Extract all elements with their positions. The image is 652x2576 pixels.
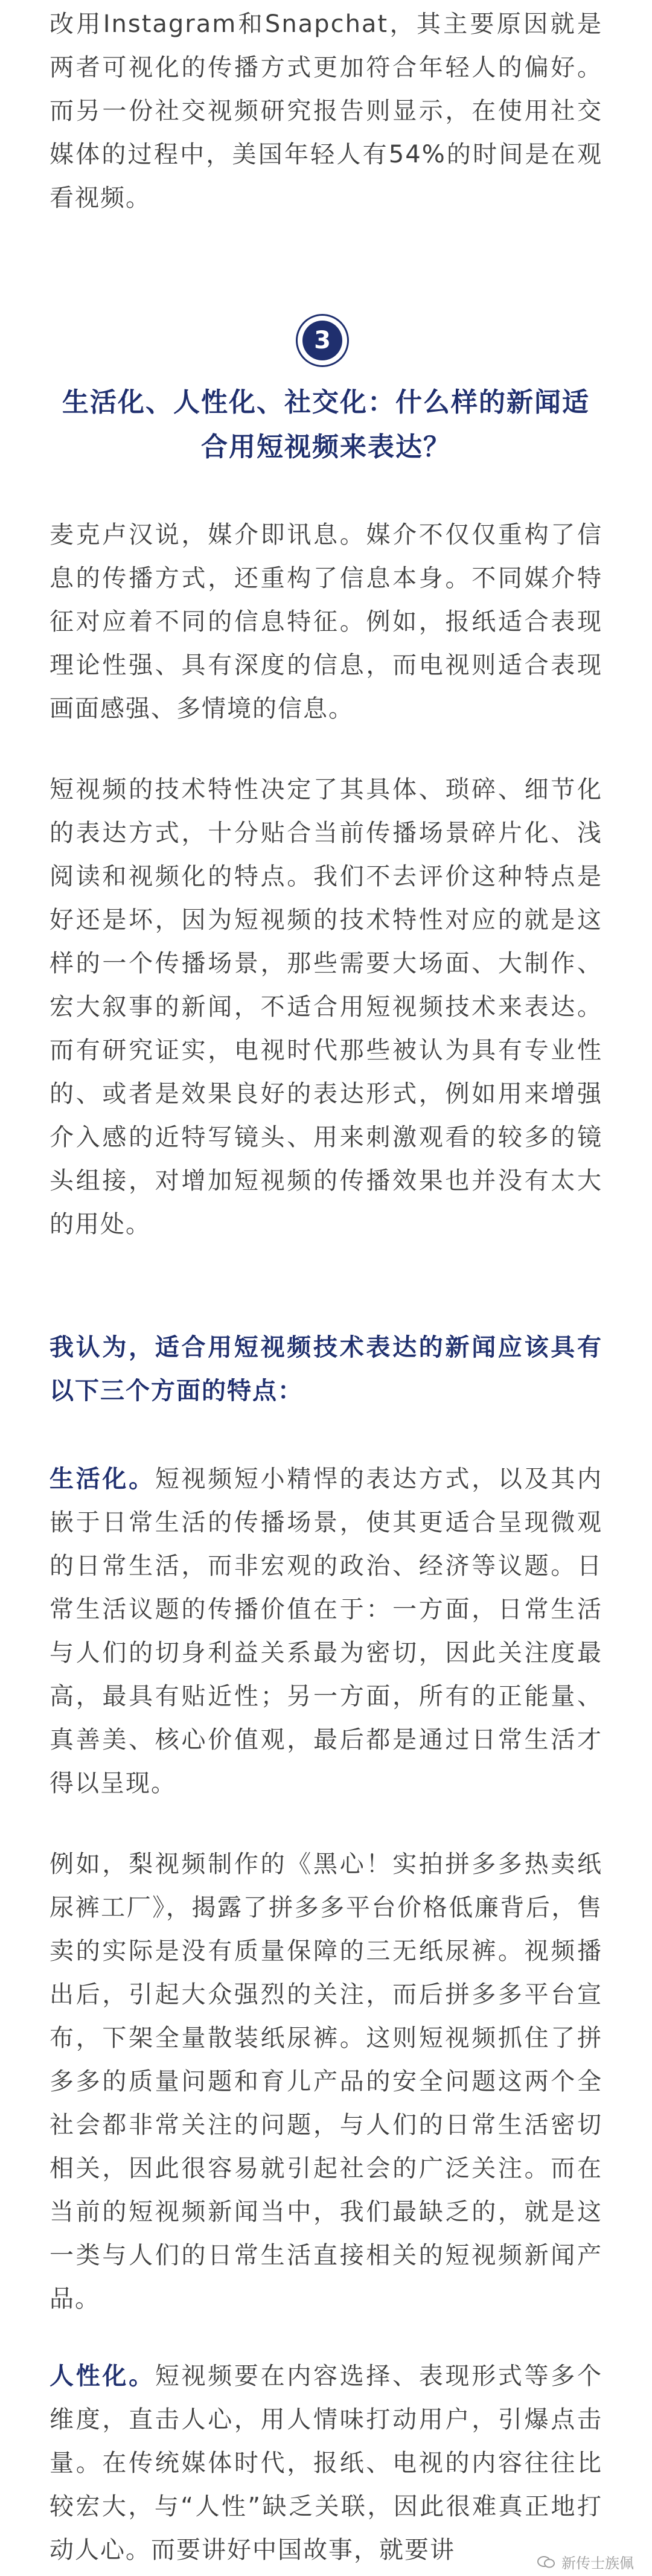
paragraph-humanized bbox=[50, 2354, 602, 2572]
paragraph-body: 短视频短小精悍的表达方式，以及其内嵌于日常生活的传播场景，使其更适合呈现微观的日常生活，而非宏观的政治、经济等议题。日常生活议题的传播价值在于：一方面，日常生活与人们的切身利益关系最为密切，因此关注度最高，最具有贴近性；另一方面，所有的正能量、真善美、核心价值观，最后都是通过日常生活才得以呈现。 bbox=[50, 1465, 603, 1797]
paragraph-text bbox=[50, 1457, 602, 1805]
section-number-badge bbox=[296, 314, 349, 367]
section-number: 3 bbox=[302, 321, 342, 360]
paragraph-text: 例如，梨视频制作的《黑心！实拍拼多多热卖纸尿裤工厂》，揭露了拼多多平台价格低廉背后，售卖的实际是没有质量保障的三无纸尿裤。视频播出后，引起大众强烈的关注，而后拼多多平台宣布，下架全量散装纸尿裤。这则短视频抓住了拼多多的质量问题和育儿产品的安全问题这两个全社会都非常关注的问题，与人们的日常生活密切相关，因此很容易就引起社会的广泛关注。而在当前的短视频新闻当中，我们最缺乏的，就是这一类与人们的日常生活直接相关的短视频新闻产品。 bbox=[50, 1850, 602, 2313]
feature-label-humanized: 人性化。 bbox=[50, 2362, 155, 2390]
watermark-text: 新传士族佩 bbox=[561, 2555, 634, 2572]
wechat-icon bbox=[537, 2555, 555, 2569]
paragraph-media-is-message bbox=[50, 513, 602, 730]
paragraph-technical-features bbox=[50, 768, 602, 1246]
feature-label-daily-life: 生活化。 bbox=[50, 1465, 155, 1493]
paragraph-text bbox=[50, 2354, 602, 2572]
intro-text: 改用Instagram和Snapchat，其主要原因就是两者可视化的传播方式更加符合年轻人的偏好。而另一份社交视频研究报告则显示，在使用社交媒体的过程中，美国年轻人有54%的时间是在观看视频。 bbox=[50, 10, 602, 212]
paragraph-three-features-intro bbox=[50, 1326, 602, 1413]
paragraph-text: 短视频的技术特性决定了其具体、琐碎、细节化的表达方式，十分贴合当前传播场景碎片化、浅阅读和视频化的特点。我们不去评价这种特点是好还是坏，因为短视频的技术特性对应的就是这样的一个传播场景，那些需要大场面、大制作、宏大叙事的新闻，不适合用短视频技术来表达。而有研究证实，电视时代那些被认为具有专业性的、或者是效果良好的表达形式，例如用来增强介入感的近特写镜头、用来刺激观看的较多的镜头组接，对增加短视频的传播效果也并没有太大的用处。 bbox=[50, 776, 602, 1238]
paragraph-example-pinduoduo bbox=[50, 1843, 602, 2321]
paragraph-daily-life bbox=[50, 1457, 602, 1805]
intro-paragraph bbox=[50, 2, 602, 220]
paragraph-text: 我认为，适合用短视频技术表达的新闻应该具有以下三个方面的特点： bbox=[50, 1334, 602, 1405]
paragraph-body: 短视频要在内容选择、表现形式等多个维度，直击人心，用人情味打动用户，引爆点击量。在传统媒体时代，报纸、电视的内容往往比较宏大，与“人性”缺乏关联，因此很难真正地打动人心。而要讲好中国故事，就要讲 bbox=[50, 2362, 603, 2564]
watermark bbox=[537, 2551, 634, 2572]
section-title: 生活化、人性化、社交化：什么样的新闻适合用短视频来表达？ bbox=[62, 387, 590, 462]
paragraph-text: 麦克卢汉说，媒介即讯息。媒介不仅仅重构了信息的传播方式，还重构了信息本身。不同媒介特征对应着不同的信息特征。例如，报纸适合表现理论性强、具有深度的信息，而电视则适合表现画面感强、多情境的信息。 bbox=[50, 521, 602, 723]
